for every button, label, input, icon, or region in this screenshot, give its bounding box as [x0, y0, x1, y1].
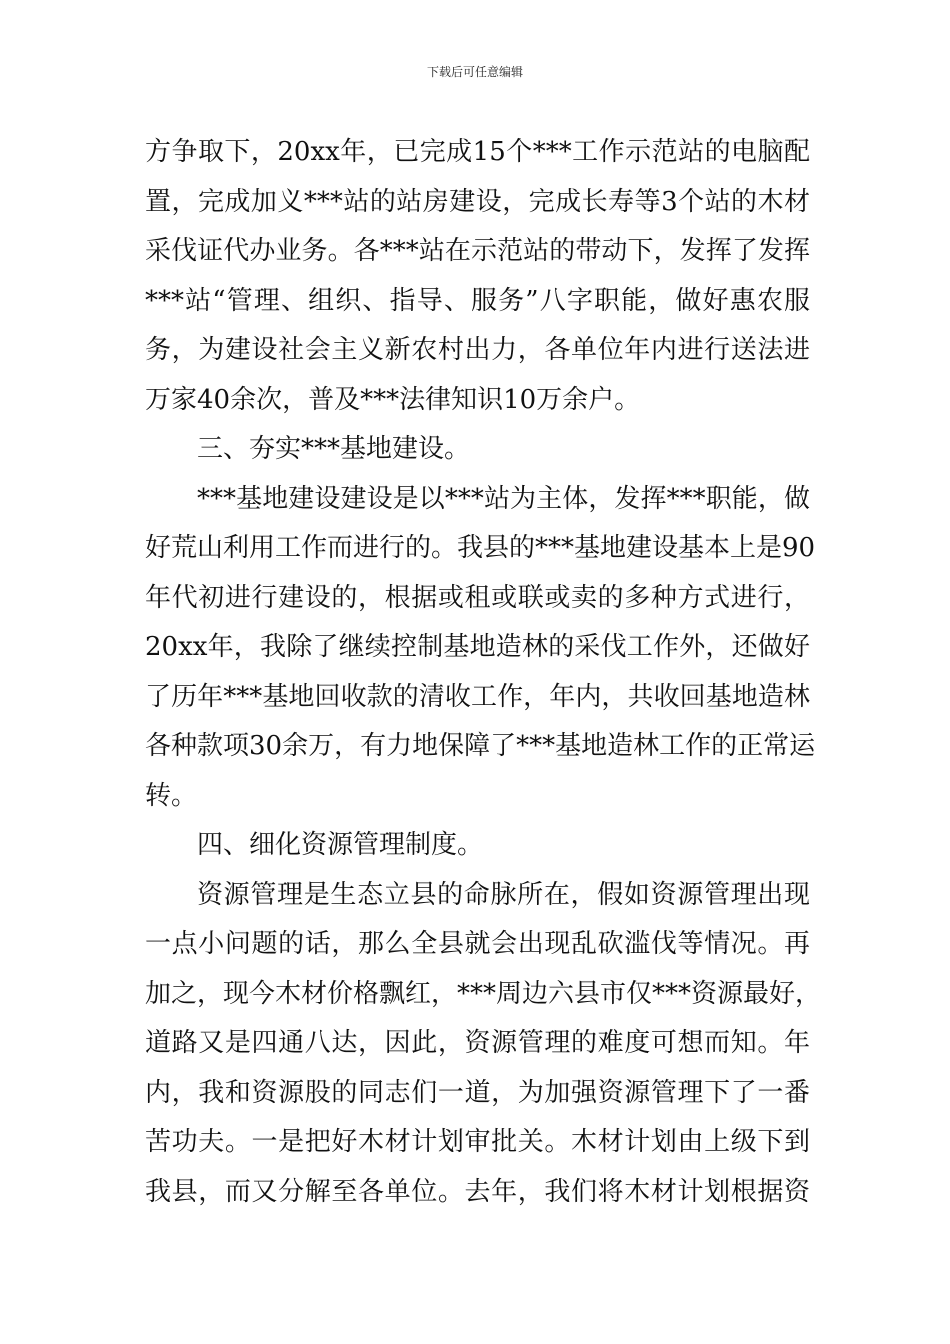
text-line: 各种款项30余万，有力地保障了***基地造林工作的正常运 [145, 731, 816, 761]
text-line: 20xx年，我除了继续控制基地造林的采伐工作外，还做好 [145, 632, 810, 662]
text-line: 苦功夫。一是把好木材计划审批关。木材计划由上级下到 [145, 1127, 810, 1157]
section-heading: 四、细化资源管理制度。 [197, 830, 484, 860]
text-line: 了历年***基地回收款的清收工作，年内，共收回基地造林 [145, 681, 810, 712]
text-line: 一点小问题的话，那么全县就会出现乱砍滥伐等情况。再 [145, 929, 810, 959]
text-line: 年代初进行建设的，根据或租或联或卖的多种方式进行， [145, 582, 810, 613]
text-line: 置，完成加义***站的站房建设，完成长寿等3个站的木材 [145, 186, 810, 217]
page-header: 下载后可任意编辑 [426, 65, 523, 79]
text-line: 资源管理是生态立县的命脉所在，假如资源管理出现 [197, 879, 810, 910]
text-line: 道路又是四通八达，因此，资源管理的难度可想而知。年 [145, 1028, 810, 1058]
text-line: 方争取下，20xx年，已完成15个***工作示范站的电脑配 [145, 137, 810, 167]
text-line: 内，我和资源股的同志们一道，为加强资源管理下了一番 [145, 1077, 810, 1108]
text-line: ***站“管理、组织、指导、服务”八字职能，做好惠农服 [145, 285, 810, 316]
text-line: 采伐证代办业务。各***站在示范站的带动下，发挥了发挥 [145, 236, 810, 266]
text-line: 务，为建设社会主义新农村出力，各单位年内进行送法进 [145, 335, 810, 365]
text-line: 加之，现今木材价格飘红，***周边六县市仅***资源最好， [145, 978, 822, 1009]
text-line: 我县，而又分解至各单位。去年，我们将木材计划根据资 [145, 1176, 810, 1207]
text-line: 转。 [145, 780, 198, 811]
text-line: 万家40余次，普及***法律知识10万余户。 [145, 384, 641, 415]
text-line: ***基地建设建设是以***站为主体，发挥***职能，做 [197, 483, 810, 514]
text-line: 好荒山利用工作而进行的。我县的***基地建设基本上是90 [145, 533, 816, 563]
section-heading: 三、夯实***基地建设。 [197, 434, 471, 464]
document-body [145, 128, 822, 1217]
